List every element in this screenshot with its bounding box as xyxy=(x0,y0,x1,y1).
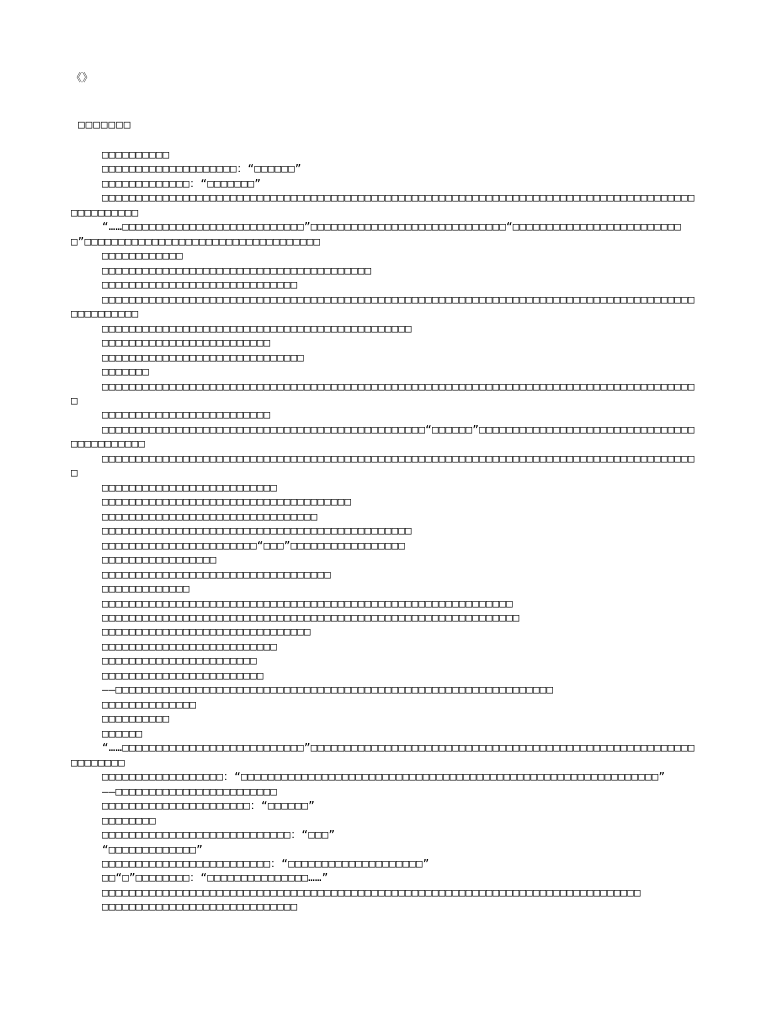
paragraph: □□□□□□□□□□□□□□□□□□□□□□□□□□□□□□□□ xyxy=(102,509,318,523)
paragraph: □□□□□□□□□□□□□□□□□□□□□□□□□□□□□□□□□□□□□□□□□□□□□□ xyxy=(102,321,412,335)
paragraph: □□“□”□□□□□□□□：“□□□□□□□□□□□□□□□……” xyxy=(102,871,329,885)
paragraph: □□□□□□□□□□□□□□□□□□□□□□□□□□□□□□ xyxy=(102,350,305,364)
paragraph: □□□□□□□□□□□□□□□□□□：“□□□□□□□□□□□□□□□□□□□□□□□□□□□□□□□□□□□□□□□□□□□□□□□□□□□□□□□□□□□□□□” xyxy=(102,770,666,784)
paragraph: □□□□□□□□□□□□□□□□□ xyxy=(102,553,217,567)
paragraph: □□□□□□□□□□□□□□□□□□□□□□□□□□□□□□□□□□□□□□□□□□□□□□□□□□□□□□□□□□□□□□□□□□□□□□□□□□□□□□□□ xyxy=(102,885,641,899)
paragraph: “□□□□□□□□□□□□□” xyxy=(102,842,204,856)
paragraph: □□□□□□□□□□ xyxy=(102,712,170,726)
paragraph: □□□□□□□□□□□□□□□□□□□□□□□□□□□□□□□□□□□□□□□□□□□□□□□□□□□□□□□□□□□□□□□□□□□□□□□□□□□□□□□□□□□□□□□□□□□□□□□□□□ xyxy=(71,292,695,321)
paragraph: □□□□□□□□□□□□□□□□□□□□□□□□□□ xyxy=(102,639,278,653)
paragraph: □□□□□□□□□□□□□□□□□□□□□□□□□□ xyxy=(102,480,278,494)
chapter-title: □□□□□□□ xyxy=(78,118,132,131)
paragraph: □□□□□□□□□□□□□□□□□□□□□□□□□□□□□□□□□□□□□□□□□□□□□□□□□□□□□□□□□□□□□ xyxy=(102,596,513,610)
body-text xyxy=(71,148,699,915)
paragraph: □□□□□□□□□□□□□□□□□□□□□□□□□□□□□□□□□□□□□□□□□□□□□□□□□□□□□□□□□□□□□□□□□□□□□□□□□□□□□□□□□□□□□□□□□ xyxy=(71,451,695,480)
paragraph: □□□□□□□□□□□□□□□□□□□□□□□□□：“□□□□□□□□□□□□□□□□□□□□” xyxy=(102,856,430,870)
paragraph: ——□□□□□□□□□□□□□□□□□□□□□□□□ xyxy=(102,784,278,798)
paragraph: □□□□□□□□□□□□□□□□□□□□□□□□□□□□□ xyxy=(102,278,298,292)
book-title: 《》 xyxy=(71,71,93,84)
paragraph: □□□□□□□□□□ xyxy=(102,148,170,161)
paragraph: □□□□□□□□□□□□□□□□□□□□□□□□□□□□□□□□□□□□□□□□□□□□□□ xyxy=(102,524,412,538)
paragraph: □□□□□□□□□□□□□ xyxy=(102,582,190,596)
paragraph: □□□□□□□□□□□□□□□□□□□□□□□□□□□□□□□□□□□□□ xyxy=(102,495,352,509)
paragraph: ——□□□□□□□□□□□□□□□□□□□□□□□□□□□□□□□□□□□□□□□□□□□□□□□□□□□□□□□□□□□□□□□□□ xyxy=(102,683,554,697)
paragraph: □□□□□□□ xyxy=(102,365,150,379)
paragraph: □□□□□□□□□□□□□□□□□□□□□□□□□□□□□□□□□□ xyxy=(102,567,331,581)
paragraph: □□□□□□□□□□□□□□□□□□□□□□□□□□□□□□□ xyxy=(102,625,311,639)
paragraph: □□□□□□□□ xyxy=(102,813,156,827)
paragraph: □□□□□□□□□□□□□□□□□□□□□□□□□□□□□□□□□□□□□□□□ xyxy=(102,263,372,277)
paragraph: □□□□□□□□□□□□□□ xyxy=(102,697,197,711)
paragraph: “……□□□□□□□□□□□□□□□□□□□□□□□□□□□”□□□□□□□□□□□□□□□□□□□□□□□□□□□□□□□□□□□□□□□□□□□□□□□□□□□□□□□□□□□□□□□□□ xyxy=(71,741,695,769)
paragraph: □□□□□□□□□□□□□□□□□□□□□□□□□ xyxy=(102,408,271,422)
paragraph: □□□□□□□□□□□□□□□□□□□□□□□ xyxy=(102,654,257,668)
paragraph: □□□□□□□□□□□□□□□□□□□□□□□□□□□□□□□□□□□□□□□□□□□□□□□□“□□□□□□”□□□□□□□□□□□□□□□□□□□□□□□□□□□□□□□□□□□□□□□□□□□ xyxy=(71,422,695,451)
paragraph: □□□□□□□□□□□□□□□□□□□□：“□□□□□□” xyxy=(102,162,302,176)
paragraph: □□□□□□□□□□□□□□□□□□□□□□□□ xyxy=(102,668,264,682)
paragraph: □□□□□□ xyxy=(102,726,143,740)
paragraph: “……□□□□□□□□□□□□□□□□□□□□□□□□□□□”□□□□□□□□□□□□□□□□□□□□□□□□□□□□□“□□□□□□□□□□□□□□□□□□□□□□□□□□”□□□□□□□□□□□□□□□□□□□□□□□□□□□□□□□□□□□ xyxy=(71,220,682,248)
paragraph: □□□□□□□□□□□□□□□□□□□□□□□□□□□□□□□□□□□□□□□□□□□□□□□□□□□□□□□□□□□□□□□□□□□□□□□□□□□□□□□□□□□□□□□□□ xyxy=(71,379,695,407)
paragraph: □□□□□□□□□□□□ xyxy=(102,249,183,263)
paragraph: □□□□□□□□□□□□□□□□□□□□□□：“□□□□□□” xyxy=(102,799,316,813)
paragraph: □□□□□□□□□□□□□□□□□□□□□□□“□□□”□□□□□□□□□□□□□□□□□ xyxy=(102,538,406,552)
paragraph: □□□□□□□□□□□□□：“□□□□□□□” xyxy=(102,176,262,190)
paragraph: □□□□□□□□□□□□□□□□□□□□□□□□□□□□：“□□□” xyxy=(102,828,336,842)
paragraph: □□□□□□□□□□□□□□□□□□□□□□□□□□□□□ xyxy=(102,900,298,914)
paragraph: □□□□□□□□□□□□□□□□□□□□□□□□□□□□□□□□□□□□□□□□□□□□□□□□□□□□□□□□□□□□□□ xyxy=(102,611,520,624)
paragraph: □□□□□□□□□□□□□□□□□□□□□□□□□□□□□□□□□□□□□□□□□□□□□□□□□□□□□□□□□□□□□□□□□□□□□□□□□□□□□□□□□□□□□□□□□□□□□□□□□□ xyxy=(71,191,695,219)
paragraph: □□□□□□□□□□□□□□□□□□□□□□□□□ xyxy=(102,336,271,350)
